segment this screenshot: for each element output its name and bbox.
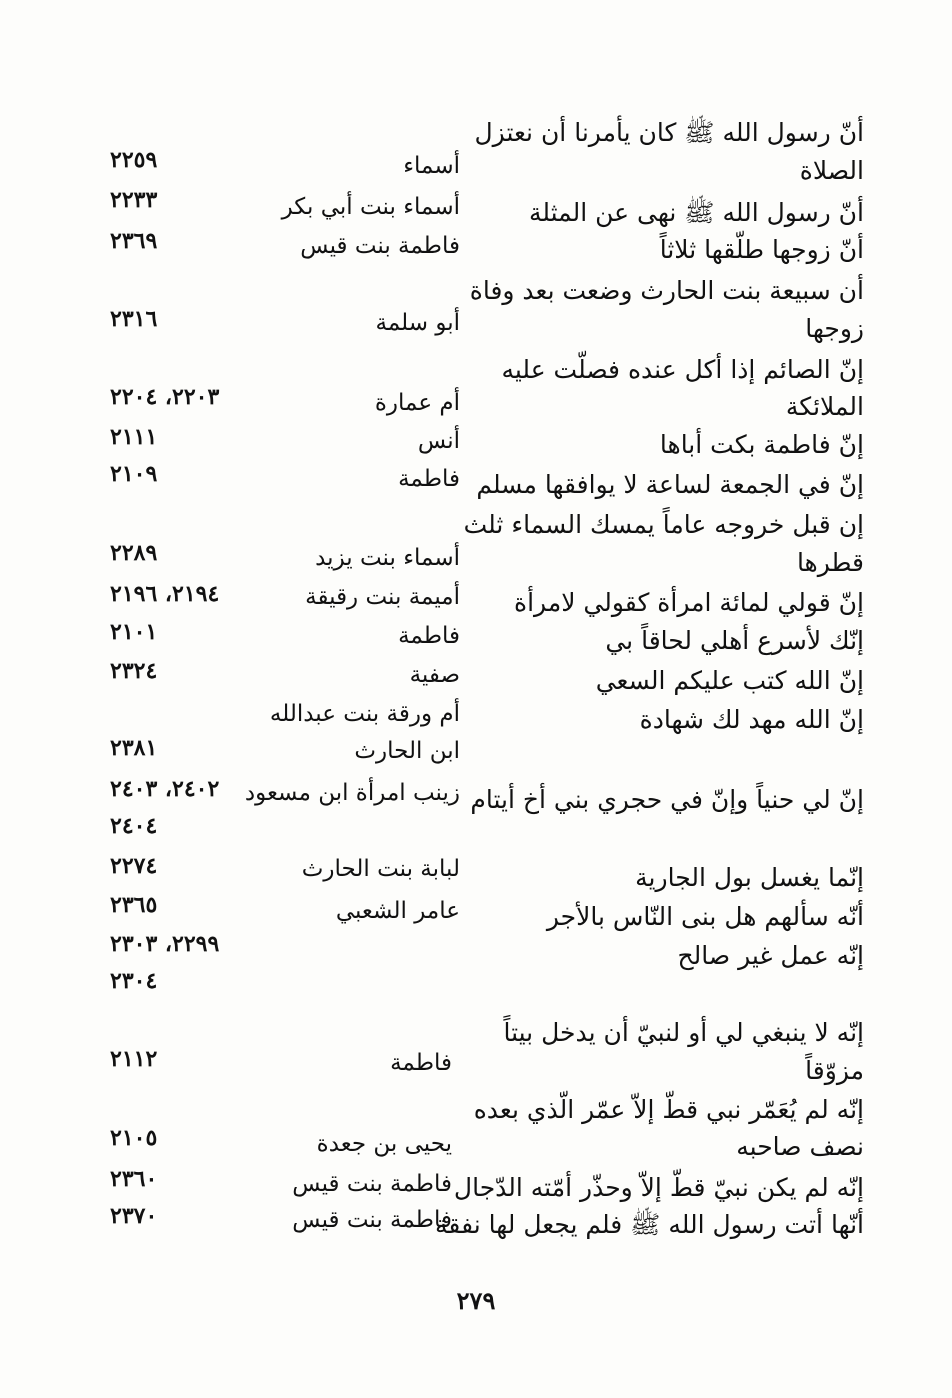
narrator-name: فاطمة بنت قيس: [292, 1207, 452, 1233]
hadith-number: ٢٢٣٣: [110, 187, 158, 213]
hadith-number: ٢٤٠٤: [110, 813, 158, 839]
narrator-name: أم ورقة بنت عبدالله: [269, 701, 460, 727]
hadith-text: إنّ الله كتب عليكم السعي: [595, 666, 864, 695]
hadith-text: الملائكة: [785, 392, 864, 421]
hadith-number: ٢٣٠٤: [110, 968, 158, 994]
hadith-number: ٢٢٨٩: [110, 540, 158, 566]
narrator-name: أسماء: [403, 153, 460, 179]
hadith-text: إنّك لأسرع أهلي لحاقاً بي: [605, 626, 864, 655]
narrator-name: أسماء بنت يزيد: [315, 545, 460, 571]
hadith-text: إنّه لم يُعَمّر نبي قطّ إلاّ عمّر الّذي بعده: [473, 1095, 864, 1124]
hadith-text: إنّ فاطمة بكت أباها: [659, 430, 864, 459]
narrator-name: صفية: [409, 662, 460, 688]
hadith-text: إن قبل خروجه عاماً يمسك السماء ثلث: [463, 510, 864, 539]
narrator-name: فاطمة: [398, 466, 460, 492]
narrator-name: ابن الحارث: [354, 738, 460, 764]
hadith-text: إنّ قولي لمائة امرأة كقولي لامرأة: [514, 588, 864, 617]
narrator-name: أنس: [417, 428, 460, 454]
narrator-name: فاطمة بنت قيس: [292, 1171, 452, 1197]
hadith-text: قطرها: [796, 548, 864, 577]
hadith-number: ٢٣٦٥: [110, 892, 158, 918]
narrator-name: أبو سلمة: [375, 310, 460, 336]
hadith-text: إنّه لم يكن نبيّ قطّ إلاّ وحذّر أمّته الدّجال: [453, 1173, 864, 1202]
hadith-number: ٢١٩٤، ٢١٩٦: [110, 581, 220, 607]
hadith-number: ٢٣٢٤: [110, 658, 158, 684]
narrator-name: أميمة بنت رقيقة: [305, 584, 460, 610]
hadith-text: إنّه عمل غير صالح: [677, 941, 864, 970]
hadith-text: إنّه لا ينبغي لي أو لنبيّ أن يدخل بيتاً: [503, 1018, 864, 1047]
hadith-number: ٢٢٠٣، ٢٢٠٤: [110, 384, 220, 410]
narrator-name: لبابة بنت الحارث: [301, 856, 460, 882]
hadith-number: ٢٢٥٩: [110, 147, 158, 173]
hadith-number: ٢١١٢: [110, 1046, 158, 1072]
hadith-text: إنّ لي حنياً وإنّ في حجري بني أخ أيتام: [470, 785, 864, 814]
hadith-text: إنّ الله مهد لك شهادة: [639, 705, 864, 734]
narrator-name: يحيى بن جعدة: [316, 1131, 452, 1157]
hadith-number: ٢٤٠٢، ٢٤٠٣: [110, 776, 220, 802]
hadith-number: ٢٣٧٠: [110, 1203, 158, 1229]
hadith-text: إنّما يغسل بول الجارية: [635, 863, 864, 892]
narrator-name: أسماء بنت أبي بكر: [281, 194, 460, 220]
narrator-name: فاطمة: [390, 1050, 452, 1076]
hadith-number: ٢٢٧٤: [110, 853, 158, 879]
hadith-number: ٢١٠٩: [110, 461, 158, 487]
narrator-name: أم عمارة: [374, 390, 460, 416]
hadith-text: إنّ الصائم إذا أكل عنده فصلّت عليه: [501, 355, 864, 384]
hadith-number: ٢١١١: [110, 424, 158, 450]
page-number: ٢٧٩: [456, 1286, 496, 1315]
hadith-text: أنّها أتت رسول الله ﷺ فلم يجعل لها نفقة: [435, 1210, 864, 1239]
hadith-text: زوجها: [805, 314, 864, 343]
hadith-number: ٢٣١٦: [110, 306, 158, 332]
hadith-text: أنّ رسول الله ﷺ كان يأمرنا أن نعتزل: [474, 118, 864, 147]
hadith-text: مزوّقاً: [805, 1056, 864, 1085]
narrator-name: زينب امرأة ابن مسعود: [244, 780, 460, 806]
hadith-number: ٢٣٦٠: [110, 1166, 158, 1192]
hadith-number: ٢١٠١: [110, 619, 158, 645]
hadith-text: أنّ زوجها طلّقها ثلاثاً: [659, 235, 864, 264]
hadith-text: أنّه سألهم هل بنى النّاس بالأجر: [546, 902, 864, 931]
hadith-text: نصف صاحبه: [736, 1132, 864, 1161]
hadith-text: أن سبيعة بنت الحارث وضعت بعد وفاة: [469, 276, 864, 305]
narrator-name: فاطمة: [398, 623, 460, 649]
hadith-number: ٢٢٩٩، ٢٣٠٣: [110, 931, 220, 957]
narrator-name: عامر الشعبي: [335, 898, 460, 924]
hadith-text: الصلاة: [799, 156, 864, 185]
narrator-name: فاطمة بنت قيس: [300, 233, 460, 259]
hadith-number: ٢١٠٥: [110, 1125, 158, 1151]
hadith-number: ٢٣٨١: [110, 735, 158, 761]
hadith-number: ٢٣٦٩: [110, 228, 158, 254]
hadith-text: إنّ في الجمعة لساعة لا يوافقها مسلم: [476, 470, 864, 499]
hadith-text: أنّ رسول الله ﷺ نهى عن المثلة: [528, 198, 864, 227]
